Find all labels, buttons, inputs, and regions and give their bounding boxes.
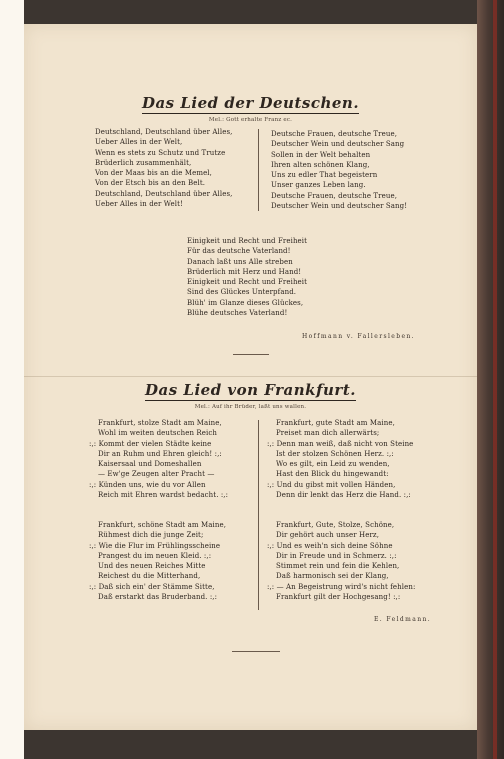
- verse-line: Wohl im weiten deutschen Reich: [98, 429, 217, 438]
- verse-line: Ist der stolzen Schönen Herz. :,:: [276, 449, 394, 458]
- section-divider: [233, 354, 269, 355]
- verse-line: Daß erstarkt das Bruderband. :,:: [98, 593, 218, 602]
- book-edge-stripe: [493, 0, 497, 759]
- column-divider: [258, 420, 259, 610]
- verse-line: Deutscher Wein und deutscher Sang!: [271, 202, 408, 211]
- verse-line: Frankfurt, gute Stadt am Maine,: [276, 419, 395, 427]
- song2-title: Das Lied von Frankfurt.: [145, 381, 356, 399]
- book-edge: [477, 0, 504, 759]
- verse-line: Von der Maas bis an die Memel,: [95, 169, 212, 178]
- song1-stanza-1: [95, 127, 232, 209]
- song1-melody: Mel.: Gott erhalte Franz ec.: [208, 117, 293, 123]
- verse-line: Deutsche Frauen, deutsche Treue,: [271, 130, 398, 138]
- column-divider: [258, 129, 259, 211]
- page-leaf: [24, 24, 477, 730]
- binding-margin: [0, 0, 24, 759]
- verse-line: Dir gehört auch unser Herz,: [276, 531, 380, 540]
- verse-line: — Ew'ge Zeugen alter Pracht —: [98, 470, 215, 479]
- song2-melody: Mel.: Auf ihr Brüder, laßt uns wallen.: [194, 404, 307, 410]
- song2-stanza-2: [89, 520, 227, 602]
- song1-stanza-3: [187, 236, 307, 318]
- verse-line: Danach laßt uns Alle streben: [187, 257, 293, 266]
- verse-line: Daß harmonisch sei der Klang,: [276, 572, 389, 581]
- verse-line: Stimmet rein und fein die Kehlen,: [276, 562, 400, 571]
- verse-line: Von der Etsch bis an den Belt.: [95, 179, 206, 188]
- song1-stanza-2: [271, 129, 407, 211]
- verse-line: Prangest du im neuen Kleid. :,:: [98, 551, 212, 560]
- verse-line: Ihren alten schönen Klang,: [271, 160, 370, 169]
- verse-line: Unser ganzes Leben lang.: [271, 181, 366, 190]
- verse-line: Deutschland, Deutschland über Alles,: [95, 189, 233, 198]
- verse-line: Reichest du die Mitterhand,: [98, 572, 201, 581]
- verse-line: Sind des Glückes Unterpfand.: [187, 288, 297, 297]
- verse-line: Reich mit Ehren wardst bedacht. :,:: [98, 491, 229, 500]
- verse-line: Ueber Alles in der Welt!: [95, 200, 183, 209]
- verse-line: Deutschland, Deutschland über Alles,: [95, 128, 233, 136]
- song2-stanza-3: [267, 418, 414, 500]
- verse-line: Deutscher Wein und deutscher Sang: [271, 140, 405, 149]
- verse-line: Rühmest dich die junge Zeit;: [98, 531, 204, 540]
- verse-line: Frankfurt gilt der Hochgesang! :,:: [276, 593, 401, 602]
- verse-line: Sollen in der Welt behalten: [271, 150, 371, 159]
- section-divider: [232, 651, 280, 652]
- verse-line: Blüh' im Glanze dieses Glückes,: [187, 298, 304, 307]
- song1-author: Hoffmann v. Fallersleben.: [302, 333, 415, 340]
- verse-line: Denn dir lenkt das Herz die Hand. :,:: [276, 491, 411, 500]
- verse-line: Frankfurt, schöne Stadt am Maine,: [98, 521, 227, 529]
- verse-line: Frankfurt, Gute, Stolze, Schöne,: [276, 521, 395, 529]
- verse-line: Blühe deutsches Vaterland!: [187, 309, 288, 318]
- verse-line: :,: Kommt der vielen Städte keine: [89, 439, 212, 448]
- song2-author: E. Feldmann.: [374, 616, 432, 623]
- song1-title: Das Lied der Deutschen.: [141, 94, 360, 112]
- verse-line: Dir an Ruhm und Ehren gleich! :,:: [98, 449, 222, 458]
- song2-stanza-4: [267, 520, 416, 602]
- verse-line: Einigkeit und Recht und Freiheit: [187, 237, 308, 245]
- verse-line: Deutsche Frauen, deutsche Treue,: [271, 191, 398, 200]
- verse-line: Dir in Freude und in Schmerz. :,:: [276, 551, 397, 560]
- song2-stanza-1: [89, 418, 229, 500]
- verse-line: Uns zu edler That begeistern: [271, 171, 378, 180]
- verse-line: Frankfurt, stolze Stadt am Maine,: [98, 419, 222, 427]
- verse-line: :,: — An Begeistrung wird's nicht fehlen:: [267, 582, 416, 591]
- verse-line: :,: Denn man weiß, daß nicht von Steine: [267, 439, 414, 448]
- verse-line: Und des neuen Reiches Mitte: [98, 562, 206, 571]
- verse-line: Kaisersaal und Domeshallen: [98, 460, 202, 469]
- verse-line: :,: Und es weih'n sich deine Söhne: [267, 541, 393, 550]
- verse-line: :,: Und du gibst mit vollen Händen,: [267, 480, 396, 489]
- verse-line: Brüderlich zusammenhält,: [95, 158, 192, 167]
- verse-line: Wo es gilt, ein Leid zu wenden,: [276, 460, 390, 469]
- verse-line: Ueber Alles in der Welt,: [95, 138, 183, 147]
- verse-line: Einigkeit und Recht und Freiheit: [187, 278, 308, 287]
- page-fold-crease: [24, 376, 477, 377]
- verse-line: Preiset man dich allerwärts;: [276, 429, 380, 438]
- verse-line: :,: Wie die Flur im Frühlingsscheine: [89, 541, 221, 550]
- verse-line: :,: Künden uns, wie du vor Allen: [89, 480, 206, 489]
- verse-line: Wenn es stets zu Schutz und Trutze: [95, 148, 226, 157]
- verse-line: Für das deutsche Vaterland!: [187, 247, 291, 256]
- verse-line: :,: Daß sich ein' der Stämme Sitte,: [89, 582, 215, 591]
- verse-line: Hast den Blick du hingewandt:: [276, 470, 389, 479]
- verse-line: Brüderlich mit Herz und Hand!: [187, 267, 302, 276]
